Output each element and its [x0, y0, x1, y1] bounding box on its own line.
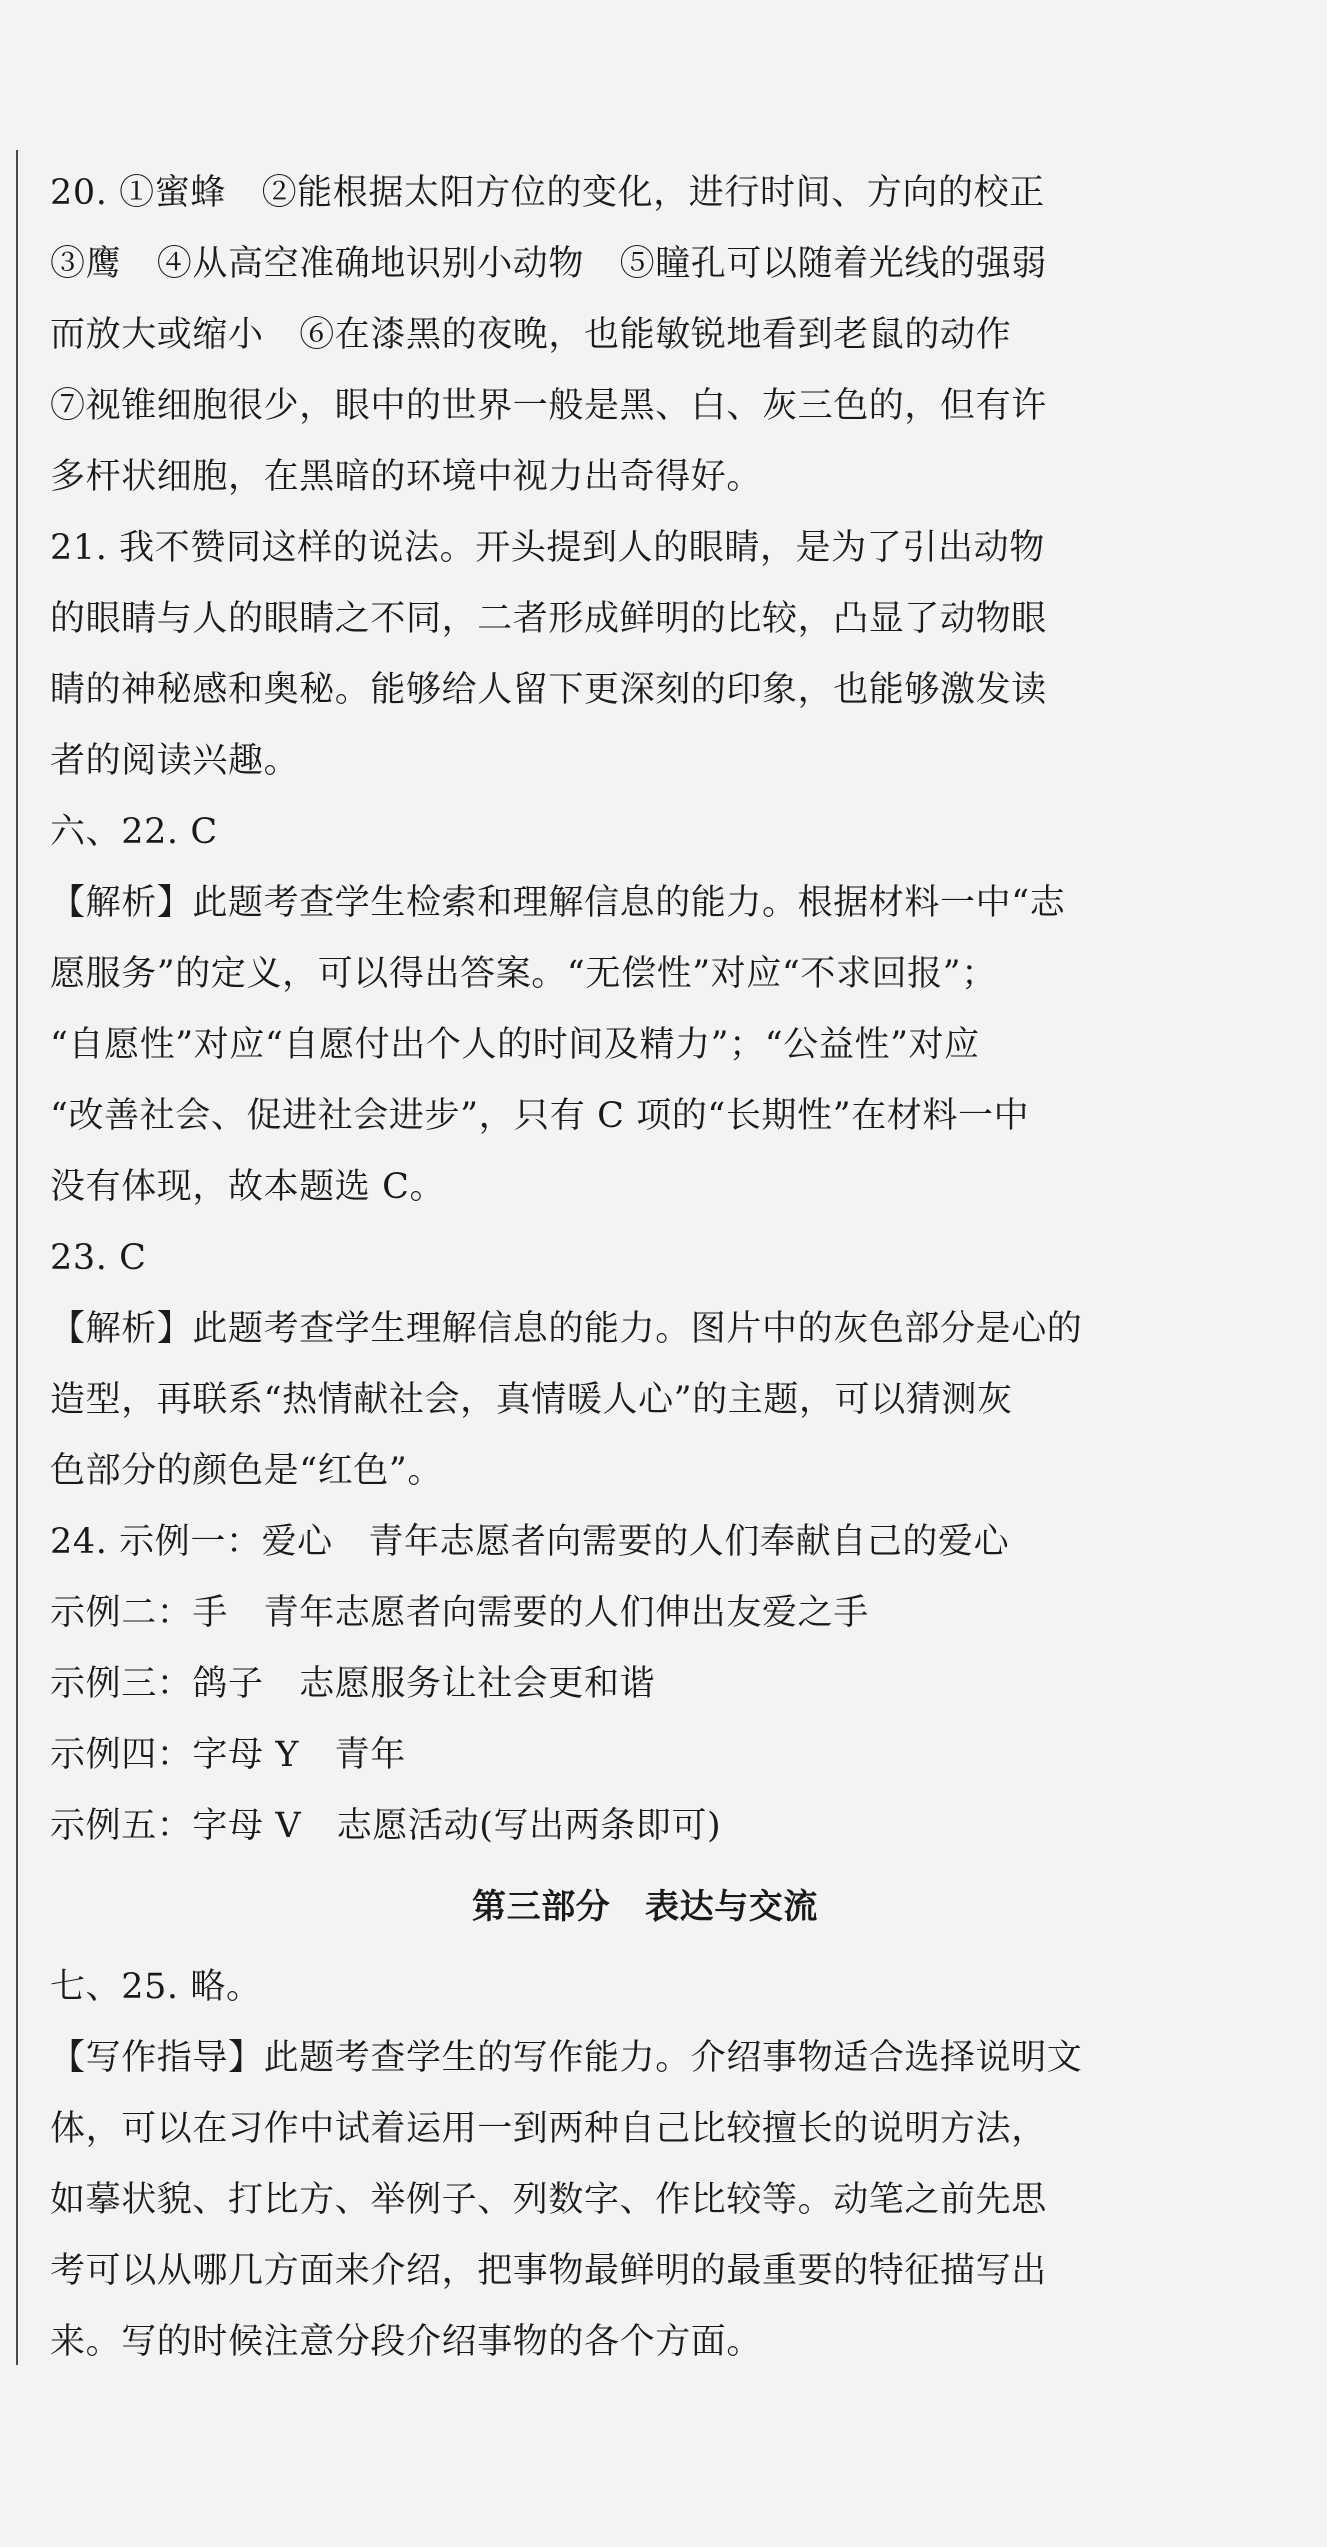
answer-text-body [50, 158, 1160, 2378]
text-line: 示例五：字母 V 志愿活动(写出两条即可) [50, 1806, 722, 1846]
text-line: 的眼睛与人的眼睛之不同，二者形成鲜明的比较，凸显了动物眼 [50, 599, 1047, 639]
text-line: ③鹰 ④从高空准确地识别小动物 ⑤瞳孔可以随着光线的强弱 [50, 244, 1047, 284]
text-line: 七、25. 略。 [50, 1967, 262, 2007]
text-line: 20. ①蜜蜂 ②能根据太阳方位的变化，进行时间、方向的校正 [50, 173, 1045, 213]
text-line: 示例三：鸽子 志愿服务让社会更和谐 [50, 1664, 656, 1704]
text-line: 来。写的时候注意分段介绍事物的各个方面。 [50, 2322, 763, 2362]
text-line: 多杆状细胞，在黑暗的环境中视力出奇得好。 [50, 457, 763, 497]
text-line: 考可以从哪几方面来介绍，把事物最鲜明的最重要的特征描写出 [50, 2251, 1047, 2291]
text-line: 示例四：字母 Y 青年 [50, 1735, 406, 1775]
text-line: 而放大或缩小 ⑥在漆黑的夜晚，也能敏锐地看到老鼠的动作 [50, 315, 1012, 355]
text-line: 【写作指导】此题考查学生的写作能力。介绍事物适合选择说明文 [50, 2038, 1083, 2078]
text-line: “自愿性”对应“自愿付出个人的时间及精力”；“公益性”对应 [50, 1025, 980, 1065]
text-line: 【解析】此题考查学生理解信息的能力。图片中的灰色部分是心的 [50, 1309, 1083, 1349]
page-left-rule [16, 150, 18, 2365]
text-line: 睛的神秘感和奥秘。能够给人留下更深刻的印象，也能够激发读 [50, 670, 1047, 710]
text-line: 24. 示例一：爱心 青年志愿者向需要的人们奉献自己的爱心 [50, 1522, 1010, 1562]
text-line: 愿服务”的定义，可以得出答案。“无偿性”对应“不求回报”； [50, 954, 997, 994]
text-line: 23. C [50, 1238, 147, 1278]
text-line: 造型，再联系“热情献社会，真情暖人心”的主题，可以猜测灰 [50, 1380, 1013, 1420]
text-line: “改善社会、促进社会进步”，只有 C 项的“长期性”在材料一中 [50, 1096, 1030, 1136]
text-line: 色部分的颜色是“红色”。 [50, 1451, 443, 1491]
text-line: 【解析】此题考查学生检索和理解信息的能力。根据材料一中“志 [50, 883, 1066, 923]
text-line: 体，可以在习作中试着运用一到两种自己比较擅长的说明方法， [50, 2109, 1047, 2149]
text-line: 没有体现，故本题选 C。 [50, 1167, 446, 1207]
text-line: ⑦视锥细胞很少，眼中的世界一般是黑、白、灰三色的，但有许 [50, 386, 1047, 426]
text-line: 如摹状貌、打比方、举例子、列数字、作比较等。动笔之前先思 [50, 2180, 1047, 2220]
text-line: 示例二：手 青年志愿者向需要的人们伸出友爱之手 [50, 1593, 869, 1633]
text-line: 者的阅读兴趣。 [50, 741, 300, 781]
text-line: 21. 我不赞同这样的说法。开头提到人的眼睛，是为了引出动物 [50, 528, 1045, 568]
section-title: 第三部分 表达与交流 [472, 1887, 818, 1927]
text-line: 六、22. C [50, 812, 218, 852]
